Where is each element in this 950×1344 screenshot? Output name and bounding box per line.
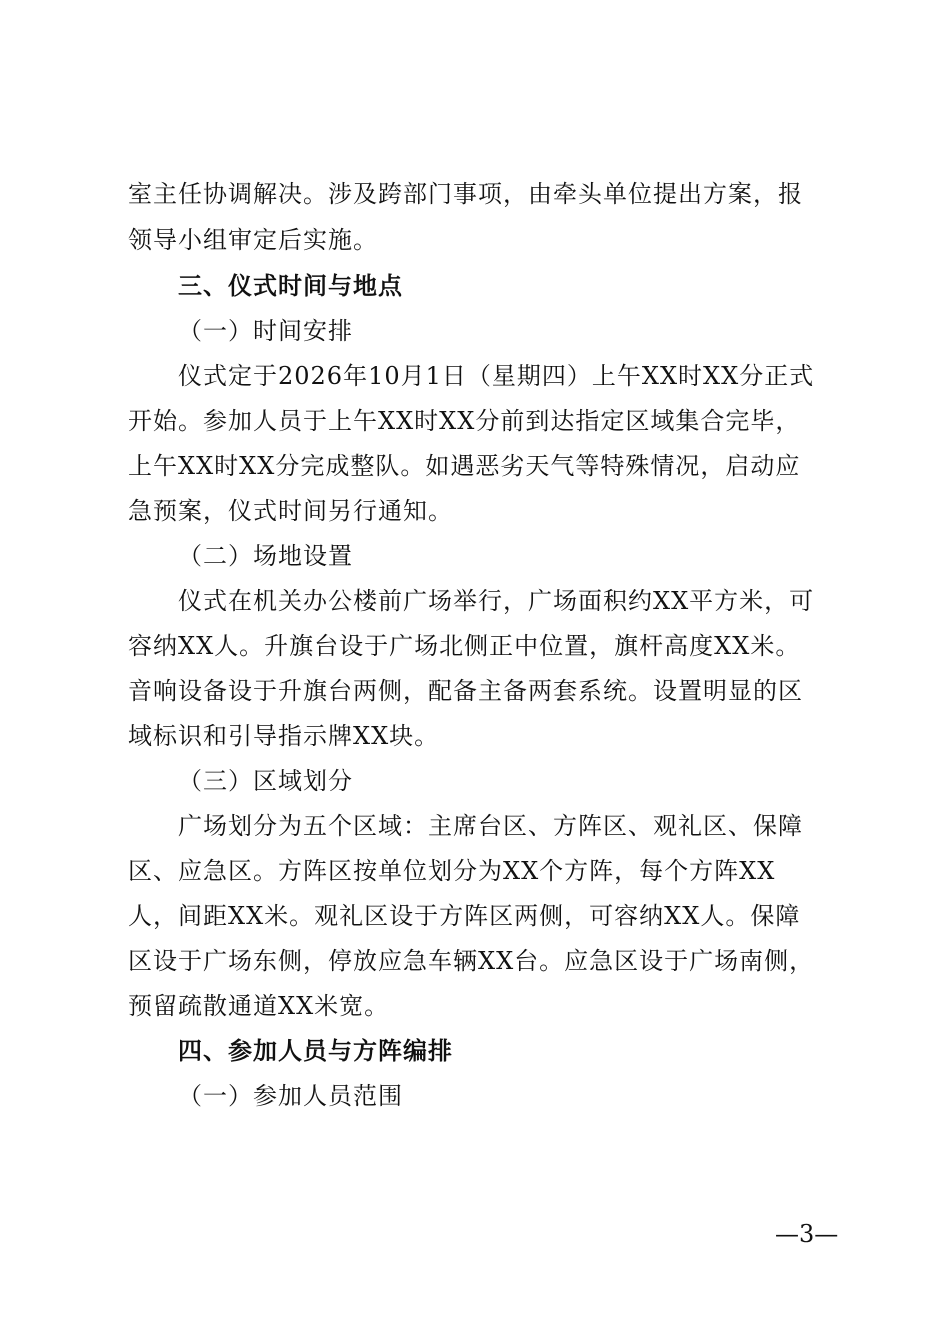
body-line: 广场划分为五个区域：主席台区、方阵区、观礼区、保障 (178, 812, 803, 840)
body-line: 人，间距XX米。观礼区设于方阵区两侧，可容纳XX人。保障 (128, 902, 801, 930)
page-number: —3— (775, 1220, 839, 1248)
body-line: 仪式在机关办公楼前广场举行，广场面积约XX平方米，可 (178, 587, 815, 615)
section-heading: 四、参加人员与方阵编排 (178, 1037, 453, 1065)
body-line: 室主任协调解决。涉及跨部门事项，由牵头单位提出方案，报 (128, 180, 803, 208)
body-line: 预留疏散通道XX米宽。 (128, 992, 390, 1020)
body-line: 区设于广场东侧，停放应急车辆XX台。应急区设于广场南侧， (128, 947, 815, 975)
body-line: 仪式定于2026年10月1日（星期四）上午XX时XX分正式 (178, 362, 815, 390)
body-line: 上午XX时XX分完成整队。如遇恶劣天气等特殊情况，启动应 (128, 452, 801, 480)
body-line: 域标识和引导指示牌XX块。 (128, 722, 440, 750)
body-line: 急预案，仪式时间另行通知。 (128, 497, 453, 525)
subsection-heading: （二）场地设置 (178, 542, 353, 570)
body-line: 领导小组审定后实施。 (128, 226, 378, 254)
subsection-heading: （一）参加人员范围 (178, 1082, 403, 1110)
body-line: 开始。参加人员于上午XX时XX分前到达指定区域集合完毕， (128, 407, 801, 435)
subsection-heading: （三）区域划分 (178, 767, 353, 795)
body-line: 区、应急区。方阵区按单位划分为XX个方阵，每个方阵XX (128, 857, 776, 885)
section-heading: 三、仪式时间与地点 (178, 272, 403, 300)
body-line: 容纳XX人。升旗台设于广场北侧正中位置，旗杆高度XX米。 (128, 632, 801, 660)
body-line: 音响设备设于升旗台两侧，配备主备两套系统。设置明显的区 (128, 677, 803, 705)
subsection-heading: （一）时间安排 (178, 317, 353, 345)
